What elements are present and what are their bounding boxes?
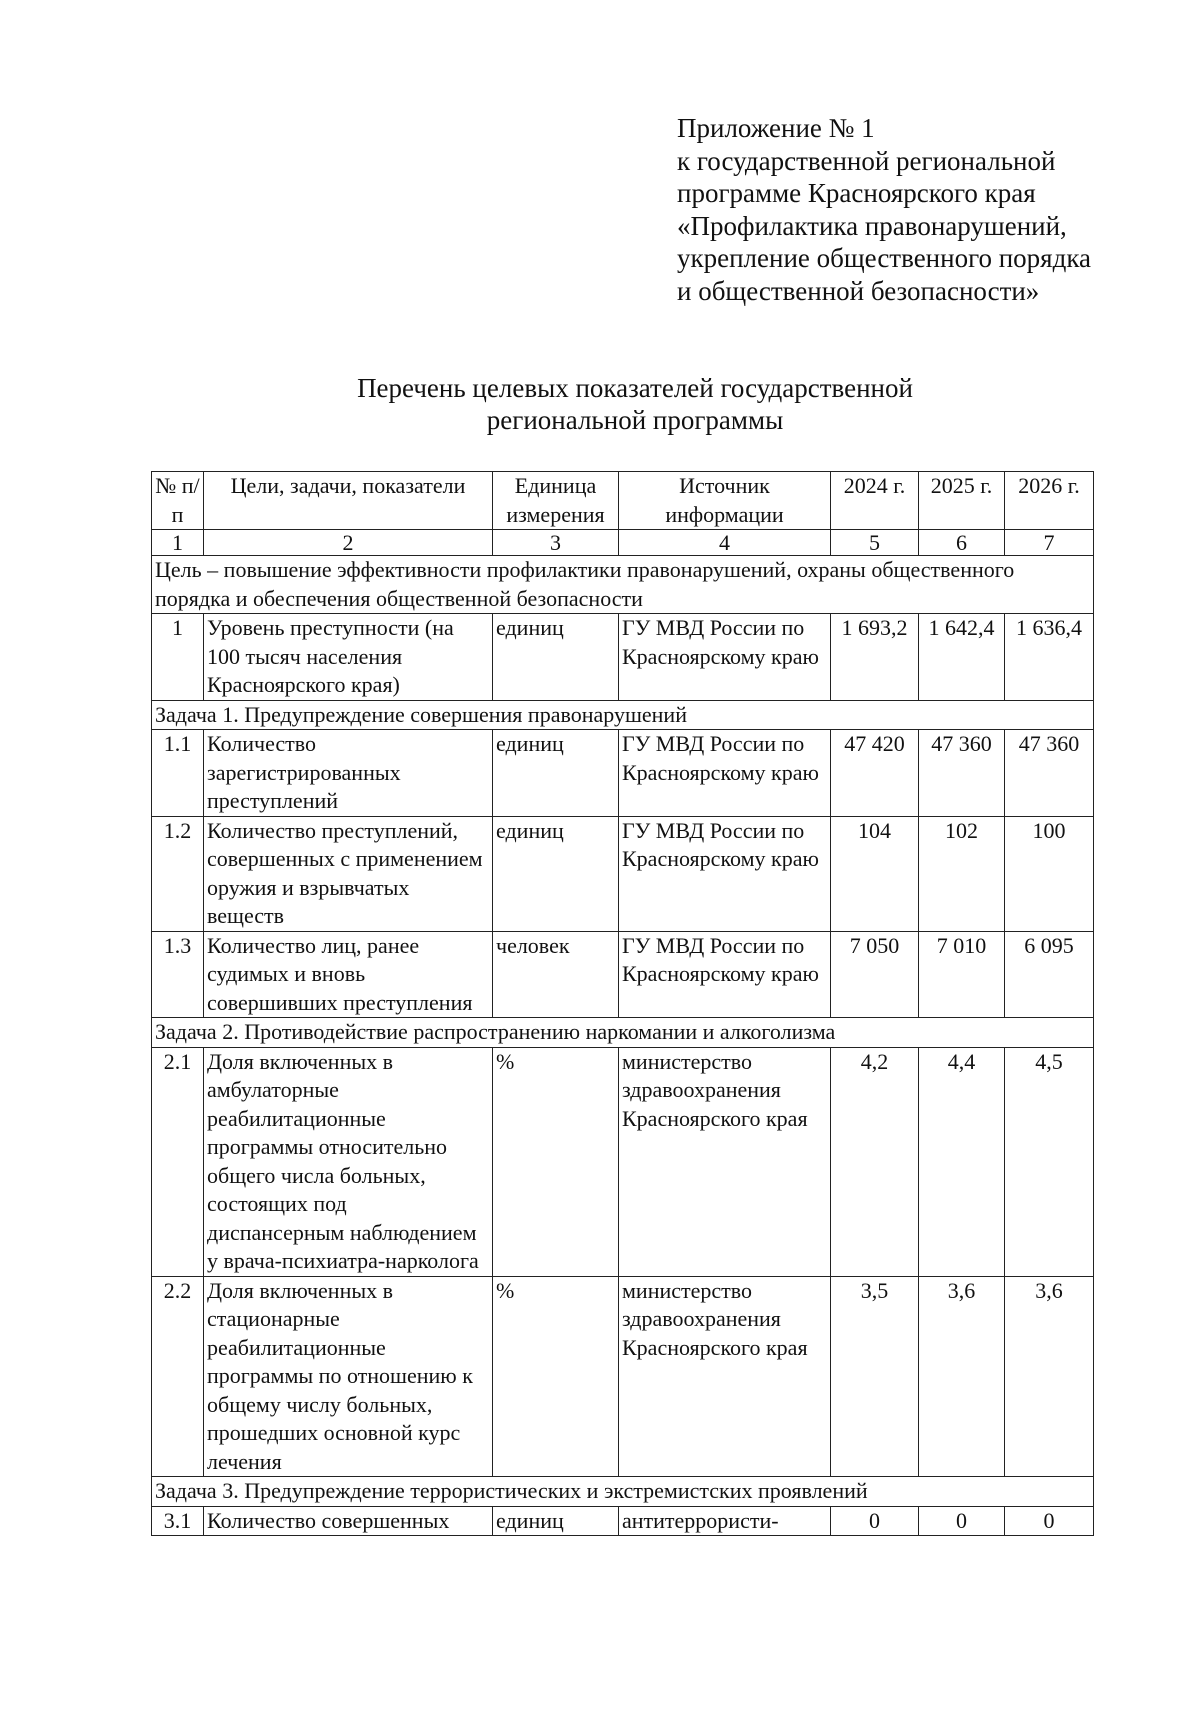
indicator-unit: единиц <box>493 730 619 817</box>
indicator-source: антитеррористи- <box>619 1506 831 1536</box>
value-2024: 0 <box>831 1506 919 1536</box>
indicator-unit: единиц <box>493 614 619 701</box>
value-2024: 104 <box>831 816 919 931</box>
indicator-name: Количество лиц, ранее судимых и вновь совершивших преступления <box>204 931 493 1018</box>
goal-row <box>152 556 1094 614</box>
indicator-name: Количество зарегистрированных преступлений <box>204 730 493 817</box>
column-number: 7 <box>1005 530 1094 556</box>
indicator-source: ГУ МВД России по Красноярскому краю <box>619 816 831 931</box>
column-number: 3 <box>493 530 619 556</box>
header-unit: Единица измерения <box>493 472 619 530</box>
value-2026: 47 360 <box>1005 730 1094 817</box>
table-header-row <box>152 472 1094 530</box>
header-2025: 2025 г. <box>919 472 1005 530</box>
value-2025: 7 010 <box>919 931 1005 1018</box>
indicator-name: Доля включенных в амбулаторные реабилитационные программы относительно общего числа больных, состоящих под диспансерным наблюдением у врача-психиатра-нарколога <box>204 1047 493 1276</box>
value-2026: 100 <box>1005 816 1094 931</box>
header-2026: 2026 г. <box>1005 472 1094 530</box>
indicator-unit: единиц <box>493 816 619 931</box>
value-2026: 1 636,4 <box>1005 614 1094 701</box>
column-number: 6 <box>919 530 1005 556</box>
value-2025: 3,6 <box>919 1276 1005 1477</box>
header-2024: 2024 г. <box>831 472 919 530</box>
table-row <box>152 816 1094 931</box>
table-row <box>152 1047 1094 1276</box>
header-line: укрепление общественного порядка <box>677 243 1092 273</box>
title-line-1: Перечень целевых показателей государственной <box>357 373 913 403</box>
task-row <box>152 700 1094 730</box>
row-num: 3.1 <box>152 1506 204 1536</box>
column-number: 5 <box>831 530 919 556</box>
task-3-text: Задача 3. Предупреждение террористических и экстремистских проявлений <box>152 1477 1094 1507</box>
indicator-unit: % <box>493 1276 619 1477</box>
value-2026: 3,6 <box>1005 1276 1094 1477</box>
value-2024: 47 420 <box>831 730 919 817</box>
indicator-name: Уровень преступности (на 100 тысяч населения Красноярского края) <box>204 614 493 701</box>
document-title <box>150 372 1120 436</box>
indicator-source: ГУ МВД России по Красноярскому краю <box>619 931 831 1018</box>
row-num: 1.2 <box>152 816 204 931</box>
header-num: № п/п <box>152 472 204 530</box>
indicator-name: Количество совершенных <box>204 1506 493 1536</box>
indicator-name: Количество преступлений, совершенных с применением оружия и взрывчатых веществ <box>204 816 493 931</box>
column-number: 4 <box>619 530 831 556</box>
row-num: 1 <box>152 614 204 701</box>
indicator-unit: единиц <box>493 1506 619 1536</box>
column-number: 1 <box>152 530 204 556</box>
value-2025: 102 <box>919 816 1005 931</box>
header-line: «Профилактика правонарушений, <box>677 210 1067 241</box>
task-row <box>152 1018 1094 1048</box>
indicator-source: ГУ МВД России по Красноярскому краю <box>619 730 831 817</box>
indicator-unit: человек <box>493 931 619 1018</box>
header-line: программе Красноярского края <box>677 178 1036 208</box>
value-2025: 47 360 <box>919 730 1005 817</box>
header-goals: Цели, задачи, показатели <box>204 472 493 530</box>
value-2026: 4,5 <box>1005 1047 1094 1276</box>
value-2026: 6 095 <box>1005 931 1094 1018</box>
table-row <box>152 614 1094 701</box>
column-number: 2 <box>204 530 493 556</box>
row-num: 2.1 <box>152 1047 204 1276</box>
value-2025: 1 642,4 <box>919 614 1005 701</box>
header-line: к государственной региональной <box>677 145 1056 176</box>
value-2024: 4,2 <box>831 1047 919 1276</box>
task-row <box>152 1477 1094 1507</box>
indicator-source: министерство здравоохранения Красноярского края <box>619 1047 831 1276</box>
title-line-2: региональной программы <box>486 405 784 435</box>
value-2025: 4,4 <box>919 1047 1005 1276</box>
task-2-text: Задача 2. Противодействие распространению наркомании и алкоголизма <box>152 1018 1094 1048</box>
task-1-text: Задача 1. Предупреждение совершения правонарушений <box>152 700 1094 730</box>
row-num: 2.2 <box>152 1276 204 1477</box>
appendix-header <box>677 112 1147 307</box>
indicator-source: ГУ МВД России по Красноярскому краю <box>619 614 831 701</box>
indicator-name: Доля включенных в стационарные реабилитационные программы по отношению к общему числу больных, прошедших основной курс лечения <box>204 1276 493 1477</box>
header-source: Источник информации <box>619 472 831 530</box>
indicator-source: министерство здравоохранения Красноярского края <box>619 1276 831 1477</box>
table-row <box>152 1506 1094 1536</box>
row-num: 1.1 <box>152 730 204 817</box>
table-row <box>152 730 1094 817</box>
value-2024: 1 693,2 <box>831 614 919 701</box>
value-2024: 3,5 <box>831 1276 919 1477</box>
indicator-unit: % <box>493 1047 619 1276</box>
indicators-table <box>151 471 1094 1536</box>
value-2025: 0 <box>919 1506 1005 1536</box>
column-number-row <box>152 530 1094 556</box>
row-num: 1.3 <box>152 931 204 1018</box>
goal-text: Цель – повышение эффективности профилактики правонарушений, охраны общественного порядка и обеспечения общественной безопасности <box>152 556 1094 614</box>
table-row <box>152 1276 1094 1477</box>
value-2026: 0 <box>1005 1506 1094 1536</box>
header-line: и общественной безопасности» <box>677 275 1040 306</box>
value-2024: 7 050 <box>831 931 919 1018</box>
table-row <box>152 931 1094 1018</box>
header-line: Приложение № 1 <box>677 113 875 143</box>
